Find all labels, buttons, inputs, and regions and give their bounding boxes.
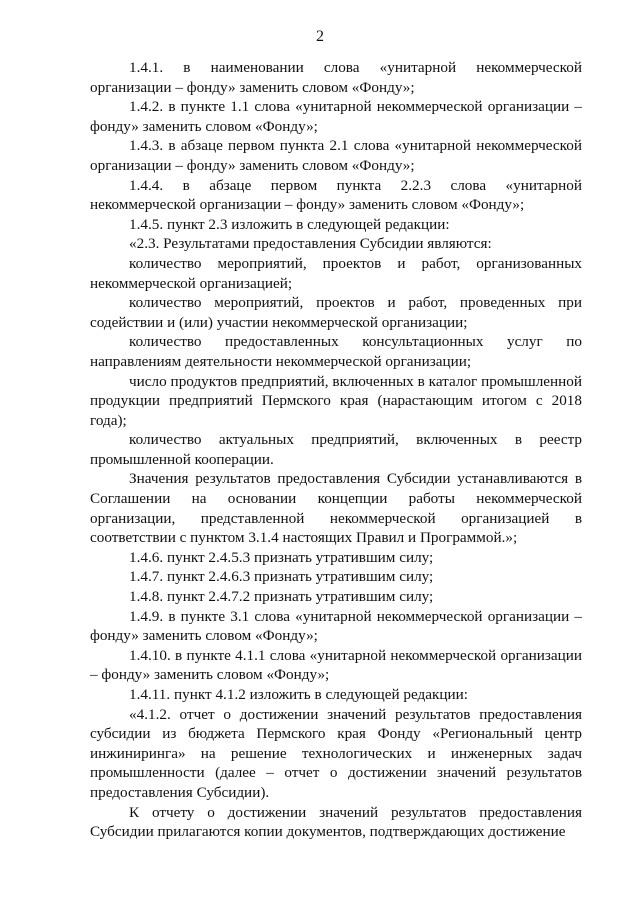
paragraph: 1.4.4. в абзаце первом пункта 2.2.3 слова «унитарной некоммерческой организации – фонду» заменить словом «Фонду»;	[90, 176, 582, 214]
page-number: 2	[316, 28, 324, 45]
paragraph: 1.4.10. в пункте 4.1.1 слова «унитарной некоммерческой организации – фонду» заменить словом «Фонду»;	[90, 646, 582, 684]
paragraph: «2.3. Результатами предоставления Субсидии являются:	[129, 235, 492, 253]
paragraph: «4.1.2. отчет о достижении значений результатов предоставления субсидии из бюджета Пермского края Фонду «Региональный центр инжиниринга» на решение технологических и инженерных задач промышленности (далее – отчет о достижении значений результатов предоставления Субсидии).	[90, 705, 582, 801]
paragraph: 1.4.11. пункт 4.1.2 изложить в следующей редакции:	[129, 686, 468, 703]
paragraph: количество актуальных предприятий, включенных в реестр промышленной кооперации.	[90, 431, 582, 468]
paragraph: 1.4.1. в наименовании слова «унитарной некоммерческой организации – фонду» заменить словом «Фонду»;	[90, 59, 582, 96]
paragraph: количество мероприятий, проектов и работ, организованных некоммерческой организацией;	[90, 254, 582, 292]
paragraph: 1.4.5. пункт 2.3 изложить в следующей редакции:	[129, 215, 450, 233]
paragraph: число продуктов предприятий, включенных в каталог промышленной продукции предприятий Пермского края (нарастающим итогом с 2018 года);	[90, 372, 582, 429]
paragraph: 1.4.2. в пункте 1.1 слова «унитарной некоммерческой организации – фонду» заменить словом «Фонду»;	[90, 98, 582, 135]
paragraph: 1.4.6. пункт 2.4.5.3 признать утратившим силу;	[129, 548, 434, 566]
paragraph: 1.4.7. пункт 2.4.6.3 признать утратившим силу;	[129, 568, 434, 586]
paragraph: 1.4.3. в абзаце первом пункта 2.1 слова «унитарной некоммерческой организации – фонду» заменить словом «Фонду»;	[90, 137, 582, 174]
paragraph: количество предоставленных консультационных услуг по направлениям деятельности некоммерческой организации;	[90, 333, 582, 370]
paragraph: 1.4.9. в пункте 3.1 слова «унитарной некоммерческой организации – фонду» заменить словом «Фонду»;	[90, 607, 582, 645]
document-body	[90, 58, 582, 842]
paragraph: 1.4.8. пункт 2.4.7.2 признать утратившим силу;	[129, 588, 434, 606]
paragraph: Значения результатов предоставления Субсидии устанавливаются в Соглашении на основании концепции работы некоммерческой организации, представленной некоммерческой организацией в соответствии с пунктом 3.1.4 настоящих Правил и Программой.»;	[90, 470, 582, 547]
paragraph: количество мероприятий, проектов и работ, проведенных при содействии и (или) участии некоммерческой организации;	[90, 294, 582, 331]
paragraph: К отчету о достижении значений результатов предоставления Субсидии прилагаются копии документов, подтверждающих достижение	[90, 803, 582, 841]
